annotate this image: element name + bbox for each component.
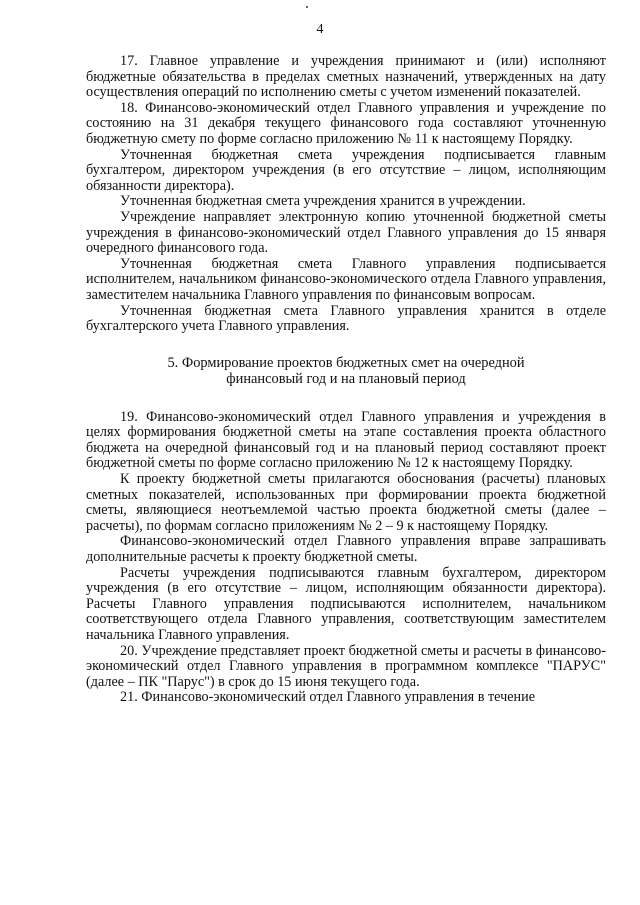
paragraph-18-main-storage: Уточненная бюджетная смета Главного управления хранится в отделе бухгалтерского учета Главного управления. — [86, 302, 606, 335]
paragraph-19-signing: Расчеты учреждения подписываются главным бухгалтером, директором учреждения (в его отсутствие – лицом, исполняющим обязанности директора). Расчеты Главного управления подписываются исполнителем, начальником соответствующего отдела Главного управления, соответствующим заместителем начальника Главного управления. — [86, 564, 606, 643]
paragraph-17: 17. Главное управление и учреждения принимают и (или) исполняют бюджетные обязательства в пределах сметных назначений, утвержденных на дату осуществления операций по исполнению сметы с учетом изменений показателей. — [86, 53, 606, 101]
section-heading — [86, 355, 606, 388]
scan-speck — [306, 6, 308, 8]
section-heading-line-1: 5. Формирование проектов бюджетных смет на очередной — [167, 354, 525, 371]
section-heading-line-2: финансовый год и на плановый период — [226, 371, 466, 388]
paragraph-19-calculations: К проекту бюджетной сметы прилагаются обоснования (расчеты) плановых сметных показателей, использованных при формировании проекта бюджетной сметы, являющиеся неотъемлемой частью проекта бюджетной сметы (далее – расчеты), по формам согласно приложениям № 2 – 9 к настоящему Порядку. — [86, 471, 606, 534]
paragraph-21: 21. Финансово-экономический отдел Главного управления в течение — [120, 689, 536, 706]
paragraph-18-signing: Уточненная бюджетная смета учреждения подписывается главным бухгалтером, директором учреждения (в его отсутствие – лицом, исполняющим обязанности директора). — [86, 146, 606, 194]
paragraph-18-storage: Уточненная бюджетная смета учреждения хранится в учреждении. — [120, 193, 526, 210]
document-body — [86, 54, 606, 706]
paragraph-19: 19. Финансово-экономический отдел Главного управления и учреждения в целях формирования бюджетной сметы на этапе составления проекта областного бюджета на очередной финансовый год и на плановый период составляют проект бюджетной сметы по форме согласно приложению № 12 к настоящему Порядку. — [86, 408, 606, 472]
paragraph-18: 18. Финансово-экономический отдел Главного управления и учреждение по состоянию на 31 декабря текущего финансового года составляют уточненную бюджетную смету по форме согласно приложению № 11 к настоящему Порядку. — [86, 99, 606, 147]
paragraph-18-main-signing: Уточненная бюджетная смета Главного управления подписывается исполнителем, начальником финансово-экономического отдела Главного управления, заместителем начальника Главного управления по финансовым вопросам. — [86, 255, 606, 303]
paragraph-19-additional: Финансово-экономический отдел Главного управления вправе запрашивать дополнительные расчеты к проекту бюджетной сметы. — [86, 533, 606, 566]
page-number: 4 — [316, 22, 324, 37]
paragraph-18-electronic-copy: Учреждение направляет электронную копию уточненной бюджетной сметы учреждения в финансово-экономический отдел Главного управления до 15 января очередного финансового года. — [86, 208, 606, 257]
paragraph-20: 20. Учреждение представляет проект бюджетной сметы и расчеты в финансово-экономический отдел Главного управления в программном комплексе "ПАРУС" (далее – ПК "Парус") в срок до 15 июня текущего года. — [86, 642, 606, 690]
